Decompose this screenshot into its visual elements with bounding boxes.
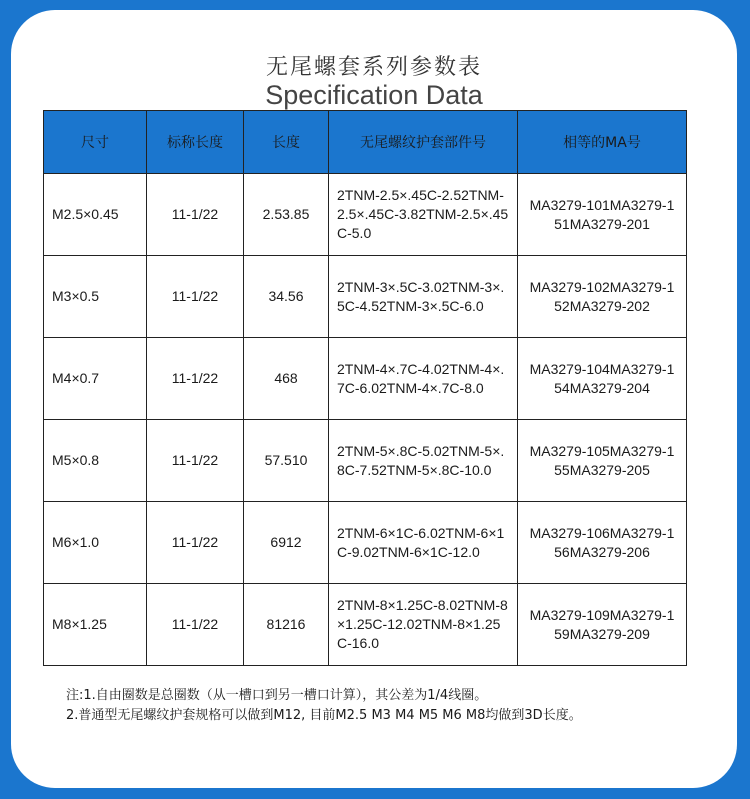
footnote-2: 2.普通型无尾螺纹护套规格可以做到M12, 目前M2.5 M3 M4 M5 M6 M8均做到3D长度。: [66, 708, 582, 723]
page-title: 无尾螺套系列参数表: [265, 55, 482, 80]
cell-length: 57.510: [244, 420, 329, 502]
table-row: [44, 584, 687, 666]
footnotes: [66, 686, 582, 726]
table-row: [44, 256, 687, 338]
cell-part-number: 2TNM-5×.8C-5.02TNM-5×.8C-7.52TNM-5×.8C-10.0: [329, 420, 518, 502]
cell-size: M2.5×0.45: [44, 174, 147, 256]
table-row: [44, 420, 687, 502]
cell-size: M4×0.7: [44, 338, 147, 420]
header-ma-number: 相等的MA号: [518, 111, 687, 174]
cell-length: 468: [244, 338, 329, 420]
cell-part-number: 2TNM-6×1C-6.02TNM-6×1C-9.02TNM-6×1C-12.0: [329, 502, 518, 584]
cell-size: M8×1.25: [44, 584, 147, 666]
cell-size: M3×0.5: [44, 256, 147, 338]
cell-ma-number: MA3279-109MA3279-159MA3279-209: [518, 584, 687, 666]
page-subtitle: Specification Data: [265, 80, 483, 110]
table-row: [44, 174, 687, 256]
cell-nominal-length: 11-1/22: [147, 338, 244, 420]
cell-part-number: 2TNM-2.5×.45C-2.52TNM-2.5×.45C-3.82TNM-2.5×.45C-5.0: [329, 174, 518, 256]
cell-length: 6912: [244, 502, 329, 584]
cell-nominal-length: 11-1/22: [147, 256, 244, 338]
cell-ma-number: MA3279-101MA3279-151MA3279-201: [518, 174, 687, 256]
table-row: [44, 338, 687, 420]
cell-ma-number: MA3279-106MA3279-156MA3279-206: [518, 502, 687, 584]
header-length: 长度: [244, 111, 329, 174]
cell-length: 34.56: [244, 256, 329, 338]
cell-part-number: 2TNM-8×1.25C-8.02TNM-8×1.25C-12.02TNM-8×1.25C-16.0: [329, 584, 518, 666]
cell-nominal-length: 11-1/22: [147, 584, 244, 666]
spec-table: [43, 110, 687, 666]
cell-part-number: 2TNM-4×.7C-4.02TNM-4×.7C-6.02TNM-4×.7C-8.0: [329, 338, 518, 420]
cell-ma-number: MA3279-104MA3279-154MA3279-204: [518, 338, 687, 420]
cell-ma-number: MA3279-105MA3279-155MA3279-205: [518, 420, 687, 502]
cell-size: M6×1.0: [44, 502, 147, 584]
header-size: 尺寸: [44, 111, 147, 174]
cell-nominal-length: 11-1/22: [147, 420, 244, 502]
footnote-1: 注:1.自由圈数是总圈数（从一槽口到另一槽口计算），其公差为1/4线圈。: [66, 688, 488, 703]
cell-nominal-length: 11-1/22: [147, 174, 244, 256]
table-header-row: [44, 111, 687, 174]
header-part-number: 无尾螺纹护套部件号: [329, 111, 518, 174]
cell-size: M5×0.8: [44, 420, 147, 502]
cell-part-number: 2TNM-3×.5C-3.02TNM-3×.5C-4.52TNM-3×.5C-6.0: [329, 256, 518, 338]
table-row: [44, 502, 687, 584]
cell-length: 81216: [244, 584, 329, 666]
cell-nominal-length: 11-1/22: [147, 502, 244, 584]
header-nominal-length: 标称长度: [147, 111, 244, 174]
cell-length: 2.53.85: [244, 174, 329, 256]
cell-ma-number: MA3279-102MA3279-152MA3279-202: [518, 256, 687, 338]
